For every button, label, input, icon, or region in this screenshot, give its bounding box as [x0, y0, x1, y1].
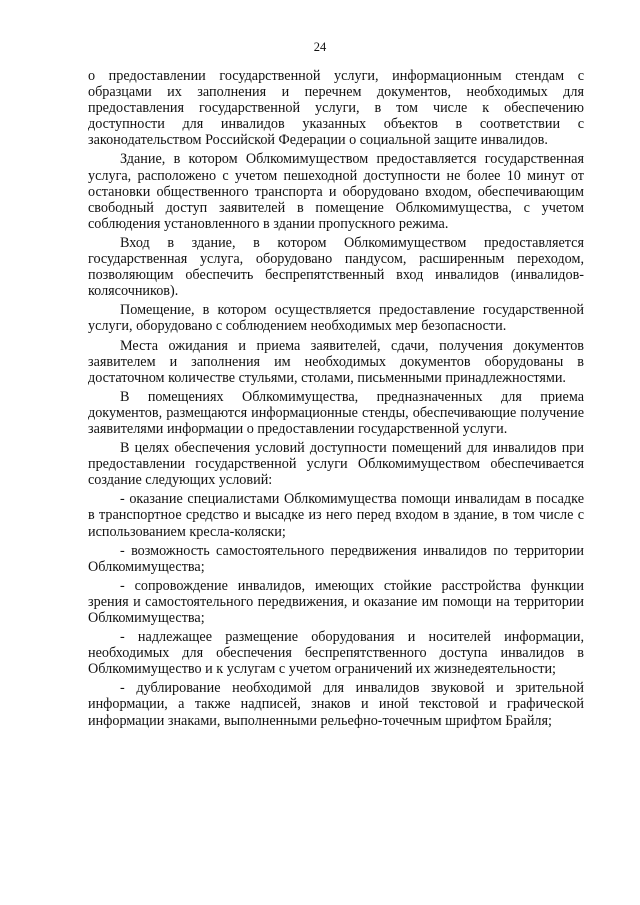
- page-number: 24: [313, 40, 327, 54]
- list-item-equipment-placement: - надлежащее размещение оборудования и носителей информации, необходимых для обеспечения беспрепятственного доступа инвалидов в Облкомимущество и к услугам с учетом ограничений их жизнедеятельности;: [88, 629, 584, 678]
- list-item-escort: - сопровождение инвалидов, имеющих стойкие расстройства функции зрения и самостоятельного передвижения, и оказание им помощи на территории Облкомимущества;: [88, 577, 584, 626]
- paragraph-entrance: Вход в здание, в котором Облкомимуществом предоставляется государственная услуга, оборудовано пандусом, расширенным переходом, позволяющим обеспечить беспрепятственный вход инвалидов (инвалидов-колясочников).: [88, 234, 584, 300]
- paragraph-building: Здание, в котором Облкомимуществом предоставляется государственная услуга, расположено с учетом пешеходной доступности не более 10 минут от остановки общественного транспорта и оборудовано входом, обеспечивающим свободный доступ заявителей в помещение Облкомимущества, с учетом соблюдения установленного в здании пропускного режима.: [88, 151, 584, 232]
- list-item-independent-movement: - возможность самостоятельного передвижения инвалидов по территории Облкомимущества;: [88, 542, 584, 575]
- list-item-assistance-transport: - оказание специалистами Облкомимущества помощи инвалидам в посадке в транспортное средство и высадке из него перед входом в здание, в том числе с использованием кресла-коляски;: [88, 491, 584, 540]
- paragraph-accessibility-intro: В целях обеспечения условий доступности помещений для инвалидов при предоставлении государственной услуги Облкомимуществом обеспечивается создание следующих условий:: [88, 440, 584, 489]
- paragraph-info-stands: В помещениях Облкомимущества, предназначенных для приема документов, размещаются информационные стенды, обеспечивающие получение заявителями информации о предоставлении государственной услуги.: [88, 388, 584, 437]
- paragraph-waiting-areas: Места ожидания и приема заявителей, сдачи, получения документов заявителем и заполнения им необходимых документов оборудованы в достаточном количестве стульями, столами, письменными принадлежностями.: [88, 337, 584, 386]
- paragraph-premises-safety: Помещение, в котором осуществляется предоставление государственной услуги, оборудовано с соблюдением необходимых мер безопасности.: [88, 302, 584, 335]
- document-body: [88, 68, 584, 732]
- list-item-braille-duplication: - дублирование необходимой для инвалидов звуковой и зрительной информации, а также надписей, знаков и иной текстовой и графической информации знаками, выполненными рельефно-точечным шрифтом Брайля;: [88, 680, 584, 729]
- paragraph-continuation: о предоставлении государственной услуги, информационным стендам с образцами их заполнения и перечнем документов, необходимых для предоставления государственной услуги, в том числе к обеспечению доступности для инвалидов указанных объектов в соответствии с законодательством Российской Федерации о социальной защите инвалидов.: [88, 68, 584, 149]
